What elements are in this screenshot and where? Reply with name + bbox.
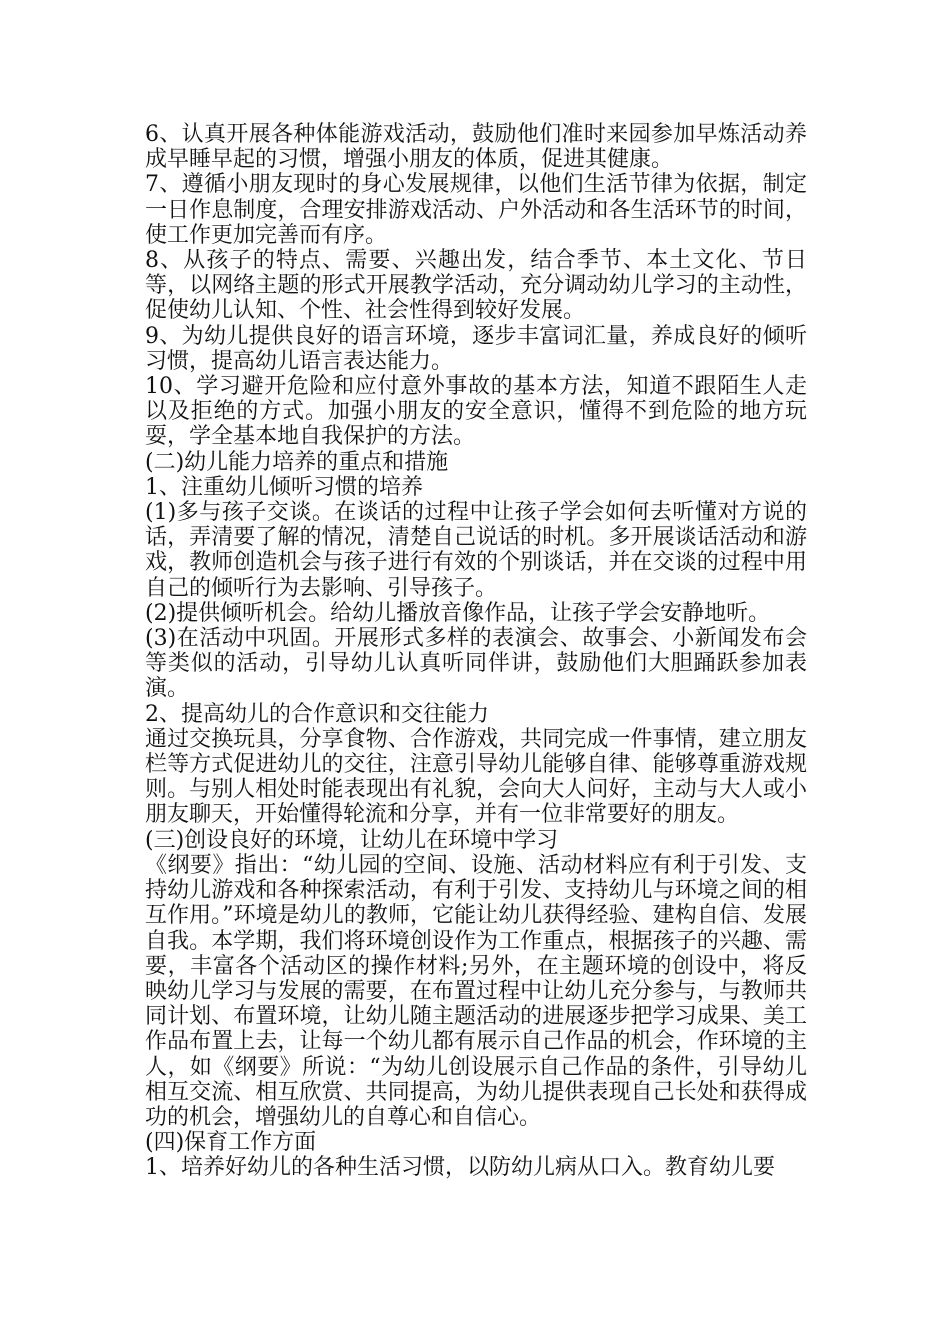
paragraph-care-habits: 1、培养好幼儿的各种生活习惯，以防幼儿病从口入。教育幼儿要: [145, 1155, 775, 1181]
section-heading-2: (二)幼儿能力培养的重点和措施: [145, 449, 449, 475]
paragraph-item-10: 10、学习避开危险和应付意外事故的基本方法，知道不跟陌生人走以及拒绝的方式。加强小朋友的安全意识，懂得不到危险的地方玩耍，学全基本地自我保护的方法。: [145, 374, 807, 450]
paragraph-item-8: 8、从孩子的特点、需要、兴趣出发，结合季节、本土文化、节日等，以网络主题的形式开展教学活动，充分调动幼儿学习的主动性，促使幼儿认知、个性、社会性得到较好发展。: [145, 248, 807, 324]
paragraph-cooperation-details: 通过交换玩具，分享食物、合作游戏，共同完成一件事情，建立朋友栏等方式促进幼儿的交往，注意引导幼儿能够自律、能够尊重游戏规则。与别人相处时能表现出有礼貌，会向大人问好，主动与大人或小朋友聊天，开始懂得轮流和分享，并有一位非常要好的朋友。: [145, 726, 807, 828]
paragraph-consolidate-in-activities: (3)在活动中巩固。开展形式多样的表演会、故事会、小新闻发布会等类似的活动，引导幼儿认真听同伴讲，鼓励他们大胆踊跃参加表演。: [145, 626, 807, 702]
section-heading-3: (三)创设良好的环境，让幼儿在环境中学习: [145, 827, 559, 853]
paragraph-item-9: 9、为幼儿提供良好的语言环境，逐步丰富词汇量，养成良好的倾听习惯，提高幼儿语言表达能力。: [145, 323, 807, 374]
paragraph-talk-with-children: (1)多与孩子交谈。在谈话的过程中让孩子学会如何去听懂对方说的话，弄清要了解的情况，清楚自己说话的时机。多开展谈话活动和游戏，教师创造机会与孩子进行有效的个别谈话，并在交谈的过程中用自己的倾听行为去影响、引导孩子。: [145, 500, 807, 601]
section-heading-4: (四)保育工作方面: [145, 1130, 317, 1156]
paragraph-environment-details: 《纲要》指出：“幼儿园的空间、设施、活动材料应有利于引发、支持幼儿游戏和各种探索活动，有利于引发、支持幼儿与环境之间的相互作用。”环境是幼儿的教师，它能让幼儿获得经验、建构自信、发展自我。本学期，我们将环境创设作为工作重点，根据孩子的兴趣、需要，丰富各个活动区的操作材料;另外，在主题环境的创设中，将反映幼儿学习与发展的需要，在布置过程中让幼儿充分参与，与教师共同计划、布置环境，让幼儿随主题活动的进展逐步把学习成果、美工作品布置上去，让每一个幼儿都有展示自己作品的机会，作环境的主人，如《纲要》所说：“为幼儿创设展示自己作品的条件，引导幼儿相互交流、相互欣赏、共同提高，为幼儿提供表现自己长处和获得成功的机会，增强幼儿的自尊心和自信心。: [145, 852, 807, 1130]
paragraph-item-7: 7、遵循小朋友现时的身心发展规律，以他们生活节律为依据，制定一日作息制度，合理安排游戏活动、户外活动和各生活环节的时间，使工作更加完善而有序。: [145, 172, 807, 248]
paragraph-item-6: 6、认真开展各种体能游戏活动，鼓励他们准时来园参加早炼活动养成早睡早起的习惯，增强小朋友的体质，促进其健康。: [145, 122, 807, 173]
document-body: [145, 122, 807, 1181]
subheading-listening: 1、注重幼儿倾听习惯的培养: [145, 474, 423, 500]
paragraph-listening-opportunities: (2)提供倾听机会。给幼儿播放音像作品，让孩子学会安静地听。: [145, 600, 771, 626]
subheading-cooperation: 2、提高幼儿的合作意识和交往能力: [145, 701, 489, 727]
